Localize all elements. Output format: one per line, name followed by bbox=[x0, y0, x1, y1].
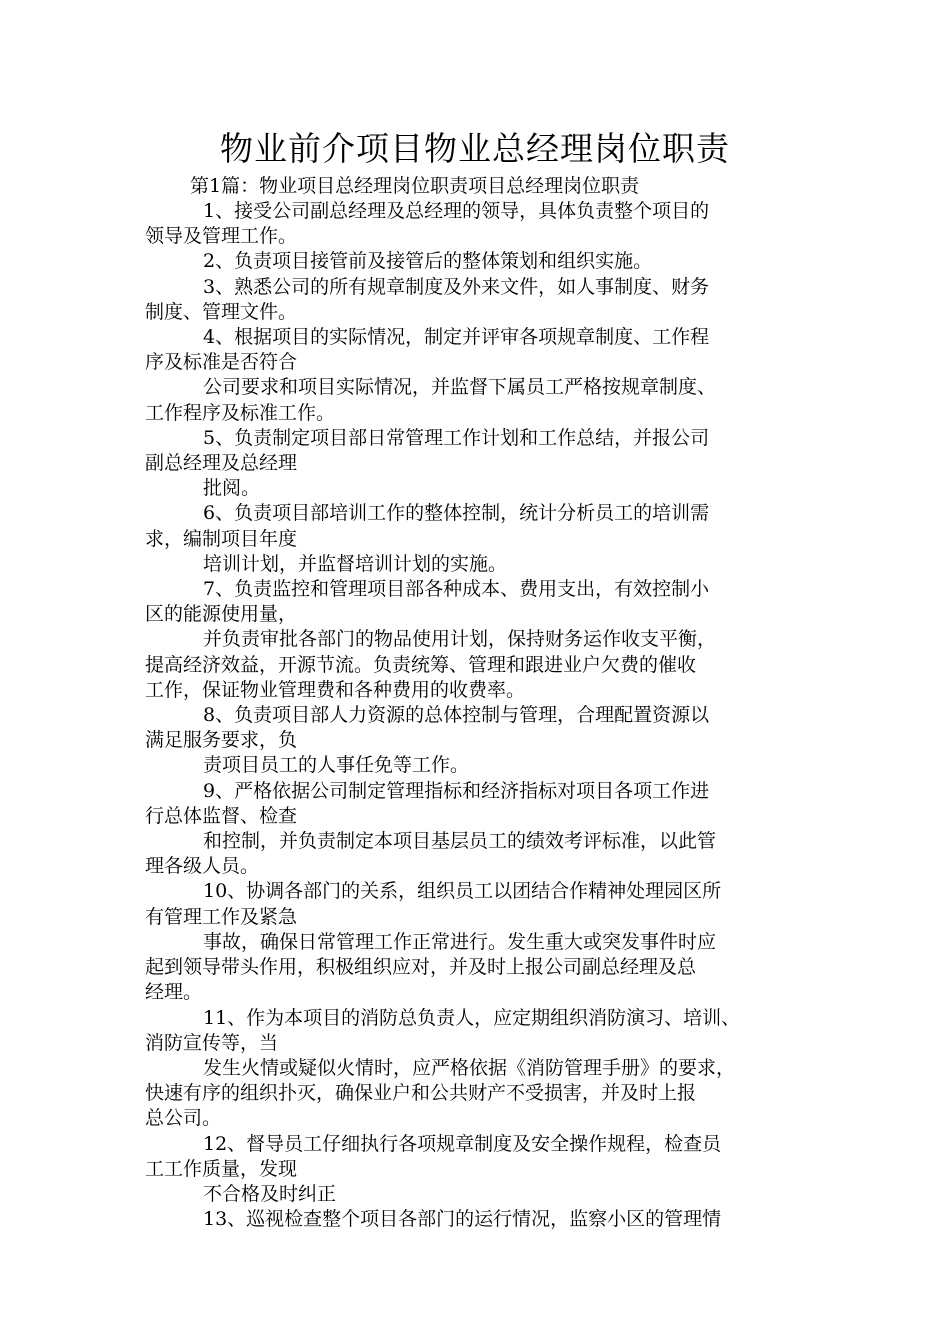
text-line: 副总经理及总经理 bbox=[145, 452, 298, 475]
text-line: 领导及管理工作。 bbox=[145, 225, 298, 248]
text-line: 5、负责制定项目部日常管理工作计划和工作总结，并报公司 bbox=[203, 426, 710, 449]
text-line: 6、负责项目部培训工作的整体控制，统计分析员工的培训需 bbox=[203, 502, 710, 525]
document-title: 物业前介项目物业总经理岗位职责 bbox=[220, 129, 730, 168]
text-line: 满足服务要求，负 bbox=[145, 729, 298, 752]
text-line: 责项目员工的人事任免等工作。 bbox=[203, 754, 470, 777]
text-line: 9、严格依据公司制定管理指标和经济指标对项目各项工作进 bbox=[203, 779, 710, 802]
text-line: 求，编制项目年度 bbox=[145, 527, 298, 550]
text-line: 工工作质量，发现 bbox=[145, 1157, 298, 1180]
text-line: 培训计划，并监督培训计划的实施。 bbox=[203, 552, 508, 575]
text-line: 7、负责监控和管理项目部各种成本、费用支出，有效控制小 bbox=[203, 578, 710, 601]
text-line: 序及标准是否符合 bbox=[145, 351, 298, 374]
document-subtitle: 第1篇：物业项目总经理岗位职责项目总经理岗位职责 bbox=[190, 175, 640, 197]
text-line: 总公司。 bbox=[145, 1107, 222, 1130]
text-line: 快速有序的组织扑灭，确保业户和公共财产不受损害，并及时上报 bbox=[145, 1082, 697, 1105]
text-line: 起到领导带头作用，积极组织应对，并及时上报公司副总经理及总 bbox=[145, 956, 697, 979]
text-line: 并负责审批各部门的物品使用计划，保持财务运作收支平衡， bbox=[203, 628, 717, 651]
text-line: 1、接受公司副总经理及总经理的领导，具体负责整个项目的 bbox=[203, 200, 710, 222]
text-line: 有管理工作及紧急 bbox=[145, 905, 298, 928]
text-line: 理各级人员。 bbox=[145, 855, 260, 878]
text-line: 提高经济效益，开源节流。负责统筹、管理和跟进业户欠费的催收 bbox=[145, 653, 697, 676]
text-line: 11、作为本项目的消防总负责人，应定期组织消防演习、培训、 bbox=[203, 1006, 741, 1029]
text-line: 12、督导员工仔细执行各项规章制度及安全操作规程，检查员 bbox=[203, 1132, 722, 1155]
text-line: 13、巡视检查整个项目各部门的运行情况，监察小区的管理情 bbox=[203, 1208, 722, 1231]
text-line: 消防宣传等，当 bbox=[145, 1031, 279, 1054]
text-line: 发生火情或疑似火情时，应严格依据《消防管理手册》的要求， bbox=[203, 1056, 736, 1079]
text-line: 区的能源使用量， bbox=[145, 603, 298, 626]
text-line: 8、负责项目部人力资源的总体控制与管理，合理配置资源以 bbox=[203, 704, 710, 727]
text-line: 批阅。 bbox=[203, 477, 261, 500]
text-line: 事故，确保日常管理工作正常进行。发生重大或突发事件时应 bbox=[203, 930, 717, 953]
text-line: 2、负责项目接管前及接管后的整体策划和组织实施。 bbox=[203, 250, 653, 273]
text-line: 制度、管理文件。 bbox=[145, 300, 298, 323]
text-line: 公司要求和项目实际情况，并监督下属员工严格按规章制度、 bbox=[203, 376, 717, 399]
document-body bbox=[145, 199, 825, 1232]
text-line: 4、根据项目的实际情况，制定并评审各项规章制度、工作程 bbox=[203, 326, 710, 349]
text-line: 工作，保证物业管理费和各种费用的收费率。 bbox=[145, 678, 526, 701]
text-line: 和控制，并负责制定本项目基层员工的绩效考评标准，以此管 bbox=[203, 830, 717, 853]
text-line: 不合格及时纠正 bbox=[203, 1182, 337, 1205]
text-line: 工作程序及标准工作。 bbox=[145, 401, 336, 424]
text-line: 行总体监督、检查 bbox=[145, 804, 298, 827]
text-line: 3、熟悉公司的所有规章制度及外来文件，如人事制度、财务 bbox=[203, 275, 710, 298]
text-line: 经理。 bbox=[145, 981, 203, 1004]
text-line: 10、协调各部门的关系，组织员工以团结合作精神处理园区所 bbox=[203, 880, 722, 903]
